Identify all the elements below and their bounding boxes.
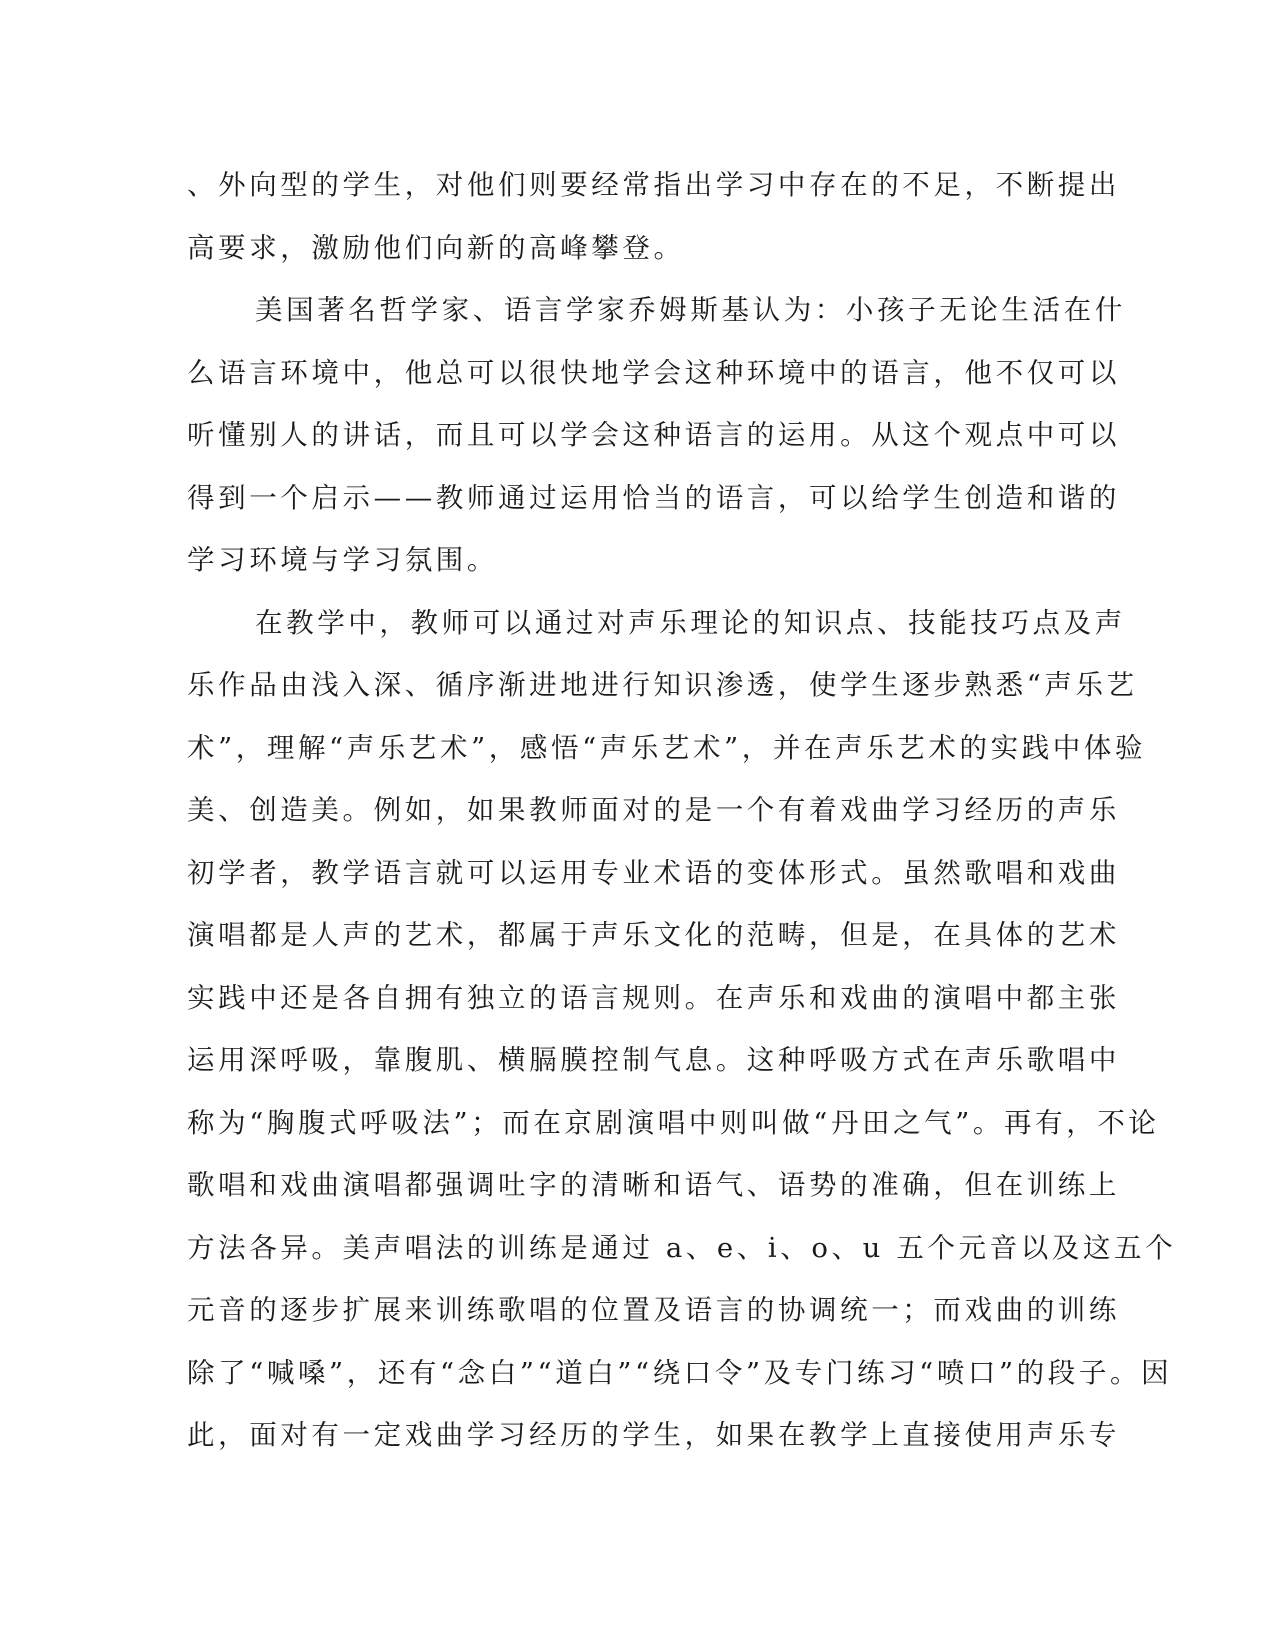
text-line: 、外向型的学生，对他们则要经常指出学习中存在的不足，不断提出 [187,169,1120,201]
text-line: 乐作品由浅入深、循序渐进地进行知识渗透，使学生逐步熟悉“声乐艺 [187,669,1138,701]
text-line: 实践中还是各自拥有独立的语言规则。在声乐和戏曲的演唱中都主张 [187,981,1120,1014]
text-line: 得到一个启示——教师通过运用恰当的语言，可以给学生创造和谐的 [187,481,1120,514]
text-line: 在教学中，教师可以通过对声乐理论的知识点、技能技巧点及声 [255,606,1126,639]
text-line: 此，面对有一定戏曲学习经历的学生，如果在教学上直接使用声乐专 [187,1419,1120,1451]
text-line: 运用深呼吸，靠腹肌、横膈膜控制气息。这种呼吸方式在声乐歌唱中 [187,1044,1120,1076]
text-line: 元音的逐步扩展来训练歌唱的位置及语言的协调统一；而戏曲的训练 [187,1294,1120,1326]
text-line: 美国著名哲学家、语言学家乔姆斯基认为：小孩子无论生活在什 [255,294,1126,326]
text-line: 学习环境与学习氛围。 [187,544,498,576]
text-line: 演唱都是人声的艺术，都属于声乐文化的范畴，但是，在具体的艺术 [187,919,1120,951]
text-line: 歌唱和戏曲演唱都强调吐字的清晰和语气、语势的准确，但在训练上 [187,1169,1120,1201]
text-line: 除了“喊嗓”，还有“念白”“道白”“绕口令”及专门练习“喷口”的段子。因 [187,1356,1173,1389]
text-line: 美、创造美。例如，如果教师面对的是一个有着戏曲学习经历的声乐 [187,794,1120,826]
body-text [187,166,1177,1479]
text-line: 么语言环境中，他总可以很快地学会这种环境中的语言，他不仅可以 [187,356,1120,389]
text-line: 初学者，教学语言就可以运用专业术语的变体形式。虽然歌唱和戏曲 [187,856,1120,889]
text-line: 方法各异。美声唱法的训练是通过 a、e、i、o、u 五个元音以及这五个 [187,1231,1177,1264]
text-line: 术”，理解“声乐艺术”，感悟“声乐艺术”，并在声乐艺术的实践中体验 [187,731,1147,764]
text-line: 高要求，激励他们向新的高峰攀登。 [187,231,685,264]
text-line: 听懂别人的讲话，而且可以学会这种语言的运用。从这个观点中可以 [187,419,1120,451]
text-line: 称为“胸腹式呼吸法”；而在京剧演唱中则叫做“丹田之气”。再有，不论 [187,1106,1160,1139]
